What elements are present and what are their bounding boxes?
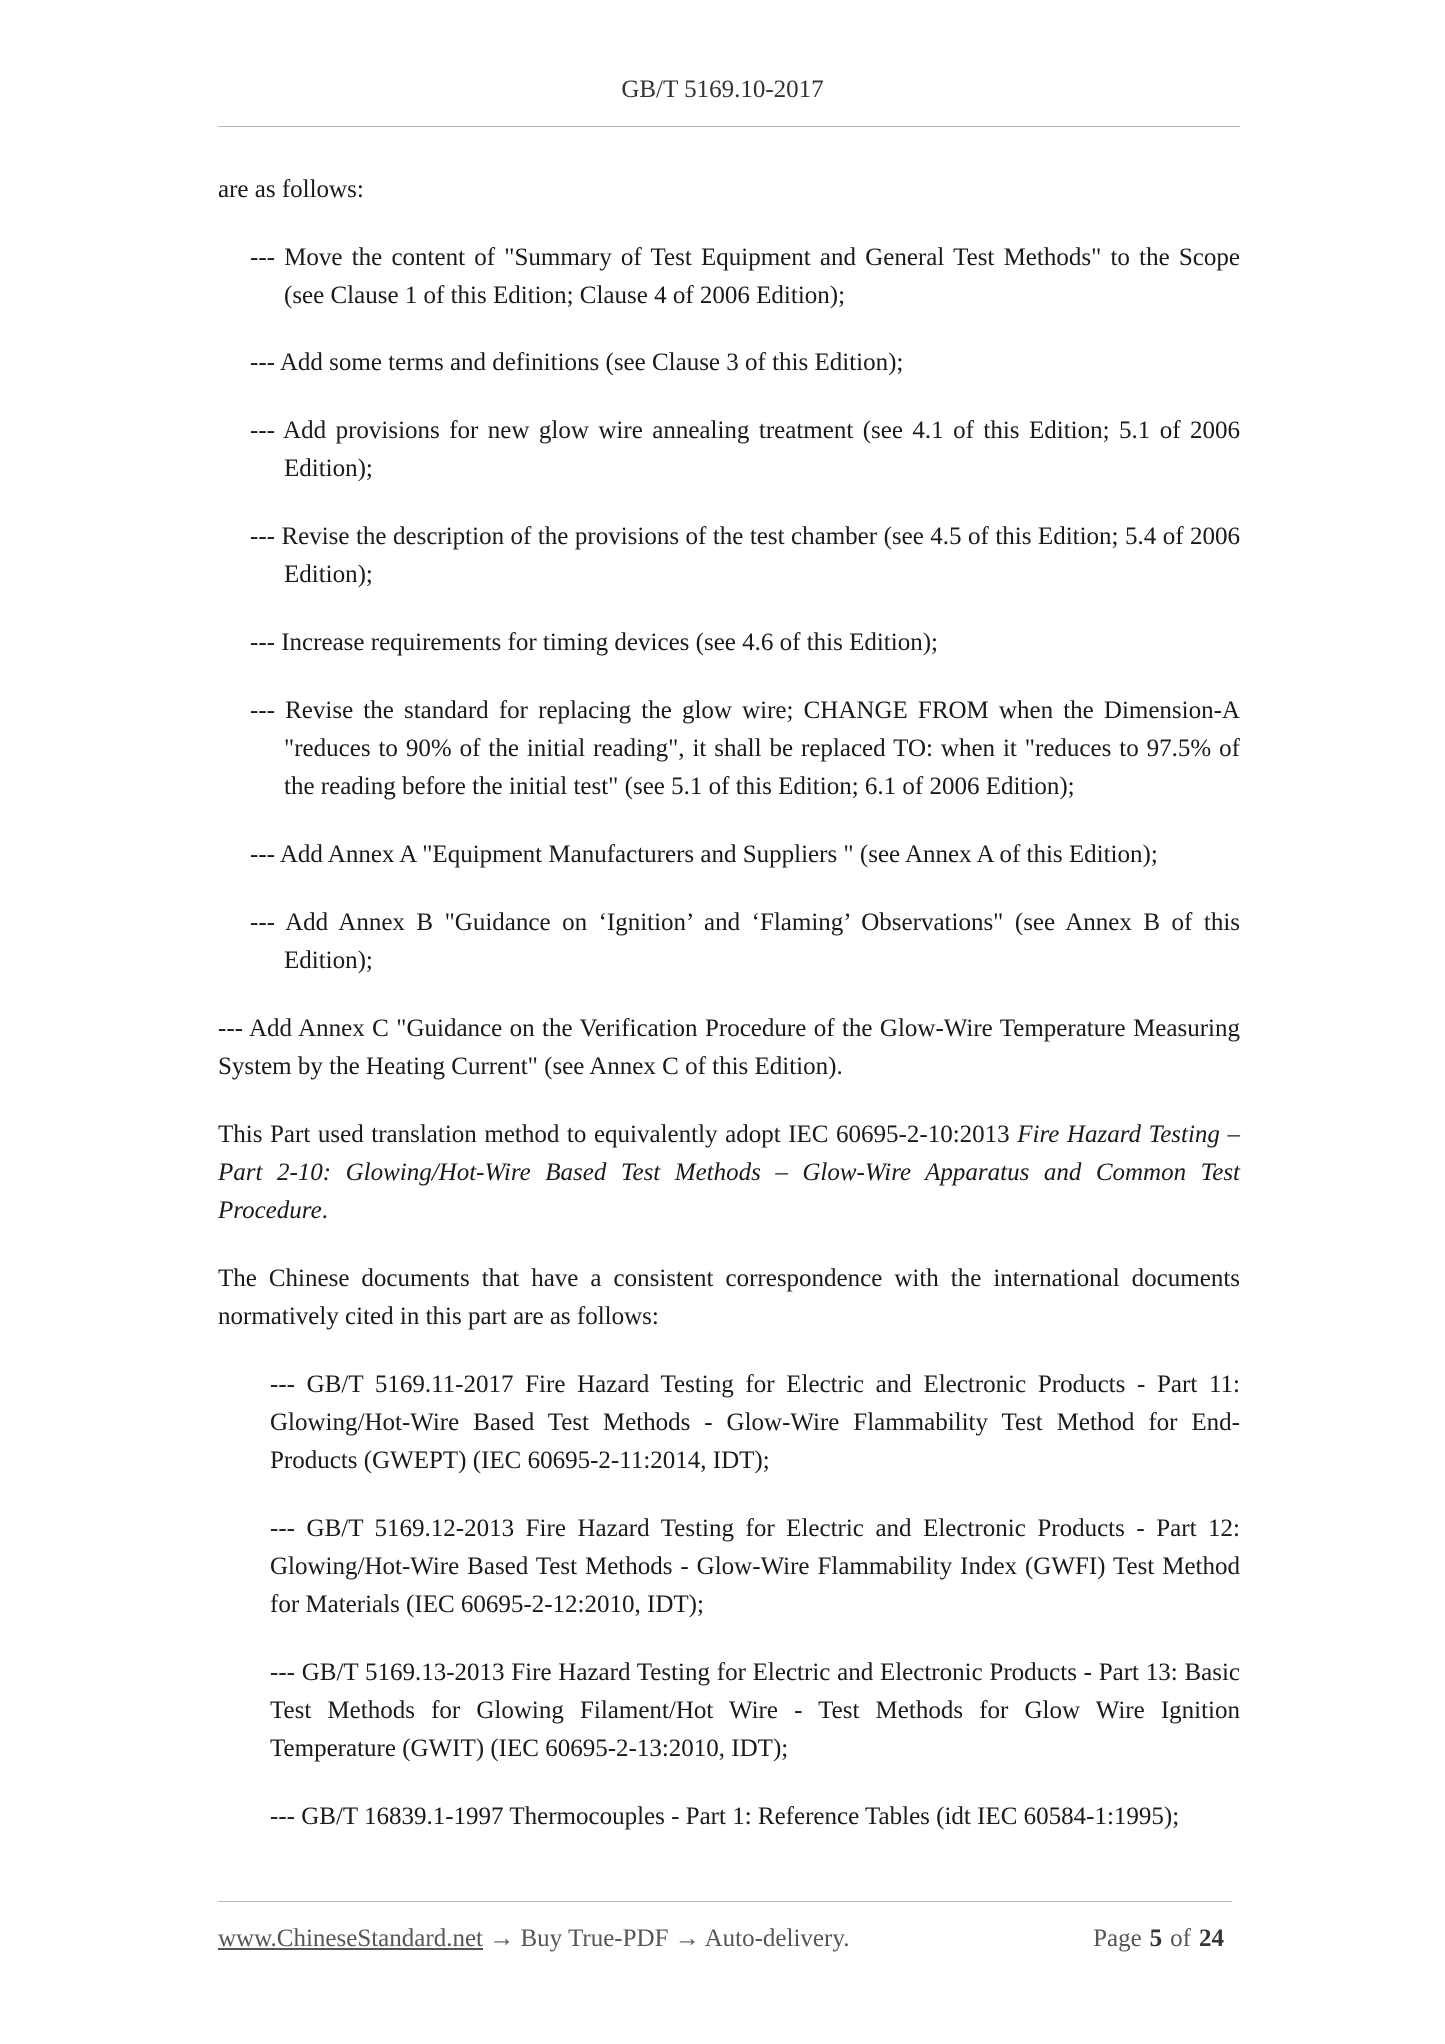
change-item: --- Add Annex A "Equipment Manufacturers and Suppliers " (see Annex A of this Edition); [250,841,1158,868]
translation-suffix: . [321,1197,328,1224]
change-item: --- Revise the description of the provisions of the test chamber (see 4.5 of this Edition; 5.4 of 2006 Edition); [250,523,1240,588]
page-label: Page [1093,1925,1142,1952]
page-header: GB/T 5169.10-2017 [621,76,824,103]
reference-item: --- GB/T 5169.13-2013 Fire Hazard Testing for Electric and Electronic Products - Part 13: Basic Test Methods for Glowing Filament/Hot Wire - Test Methods for Glow Wire Ignition Temperature (GWIT) (IEC 60695-2-13:2010, IDT); [270,1659,1240,1762]
change-item: --- Move the content of "Summary of Test Equipment and General Test Methods" to the Scope (see Clause 1 of this Edition; Clause 4 of 2006 Edition); [250,244,1240,309]
reference-item: --- GB/T 16839.1-1997 Thermocouples - Part 1: Reference Tables (idt IEC 60584-1:1995); [270,1803,1180,1830]
footer-tagline: → Buy True-PDF → Auto-delivery. [483,1925,850,1952]
footer-promo [218,1925,849,1953]
change-item: --- Revise the standard for replacing the glow wire; CHANGE FROM when the Dimension-A "reduces to 90% of the initial reading", it shall be replaced TO: when it "reduces to 97.5% of the reading before the initial test" (see 5.1 of this Edition; 6.1 of 2006 Edition); [250,697,1240,800]
page-of: of [1170,1925,1191,1952]
page-current: 5 [1149,1925,1163,1952]
page-footer [218,1925,1232,1953]
change-item: --- Add Annex C "Guidance on the Verification Procedure of the Glow-Wire Temperature Measuring System by the Heating Current" (see Annex C of this Edition). [218,1015,1240,1080]
intro-text: are as follows: [218,176,364,203]
translation-title: Fire Hazard Testing – Part 2-10: Glowing/Hot-Wire Based Test Methods – Glow-Wire Apparatus and Common Test Procedure [218,1121,1240,1224]
reference-item: --- GB/T 5169.11-2017 Fire Hazard Testing for Electric and Electronic Products - Part 11: Glowing/Hot-Wire Based Test Methods - Glow-Wire Flammability Test Method for End-Products (GWEPT) (IEC 60695-2-11:2014, IDT); [270,1371,1240,1474]
footer-divider [218,1901,1232,1902]
reference-item: --- GB/T 5169.12-2013 Fire Hazard Testing for Electric and Electronic Products - Part 12: Glowing/Hot-Wire Based Test Methods - Glow-Wire Flammability Index (GWFI) Test Method for Materials (IEC 60695-2-12:2010, IDT); [270,1515,1240,1618]
translation-prefix: This Part used translation method to equivalently adopt IEC 60695-2-10:2013 [218,1121,1018,1148]
page-number [1093,1925,1232,1953]
correspondence-intro: The Chinese documents that have a consistent correspondence with the international documents normatively cited in this part are as follows: [218,1265,1240,1330]
header-divider [218,126,1240,127]
document-body [218,171,1240,1836]
translation-statement [218,1116,1240,1230]
change-item: --- Add provisions for new glow wire annealing treatment (see 4.1 of this Edition; 5.1 of 2006 Edition); [250,417,1240,482]
change-item: --- Increase requirements for timing devices (see 4.6 of this Edition); [250,629,938,656]
change-item: --- Add Annex B "Guidance on ‘Ignition’ and ‘Flaming’ Observations" (see Annex B of this Edition); [250,909,1240,974]
website-link[interactable]: www.ChineseStandard.net [218,1925,483,1952]
page-total: 24 [1199,1925,1224,1952]
change-item: --- Add some terms and definitions (see Clause 3 of this Edition); [250,349,904,376]
